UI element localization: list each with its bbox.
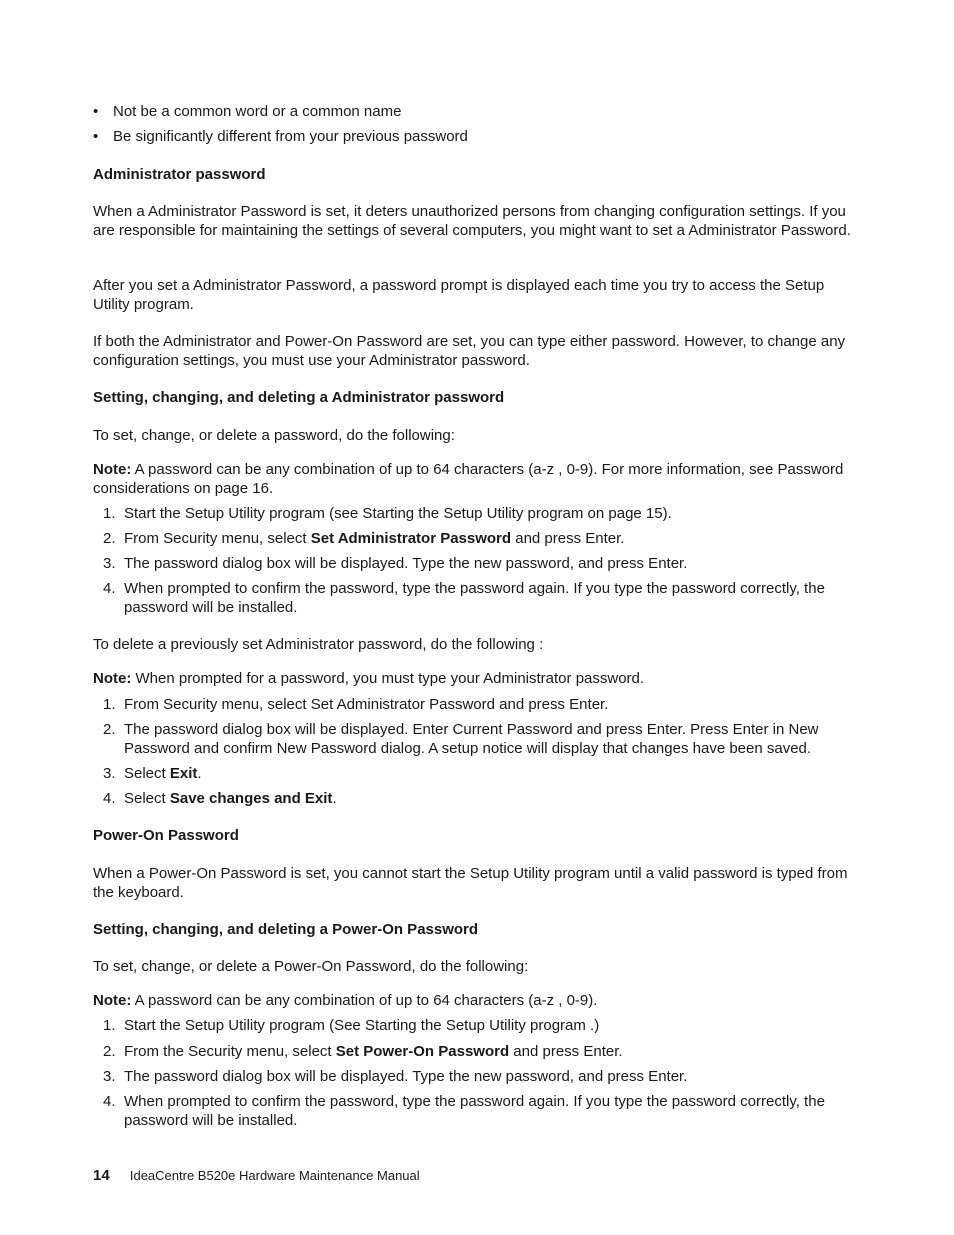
paragraph: To set, change, or delete a Power-On Password, do the following: bbox=[93, 958, 529, 975]
list-number: 4. bbox=[103, 1093, 116, 1110]
bullet-icon: • bbox=[93, 103, 99, 120]
note-label: Note: bbox=[93, 670, 132, 687]
list-text: From the Security menu, select Set Power-On Password and press Enter. bbox=[124, 1043, 623, 1060]
note bbox=[93, 460, 853, 498]
list-text: From Security menu, select Set Administrator Password and press Enter. bbox=[124, 696, 609, 713]
list-text: The password dialog box will be displayed. Enter Current Password and press Enter. Press Enter in New Password and confirm New Password dialog. A setup notice will display that changes have been saved. bbox=[124, 721, 819, 757]
list-text: Start the Setup Utility program (See Starting the Setup Utility program .) bbox=[124, 1017, 600, 1034]
list-text: Select Save changes and Exit. bbox=[124, 790, 337, 807]
manual-title: IdeaCentre B520e Hardware Maintenance Manual bbox=[129, 1168, 420, 1183]
list-number: 3. bbox=[103, 1068, 116, 1085]
list-text: Start the Setup Utility program (see Starting the Setup Utility program on page 15). bbox=[124, 505, 672, 522]
list-number: 2. bbox=[103, 721, 116, 738]
list-number: 1. bbox=[103, 696, 116, 713]
bullet-icon: • bbox=[93, 128, 99, 145]
paragraph: When a Power-On Password is set, you cannot start the Setup Utility program until a valid password is typed from the keyboard. bbox=[93, 865, 848, 901]
paragraph: To set, change, or delete a password, do the following: bbox=[93, 427, 455, 444]
list-number: 4. bbox=[103, 790, 116, 807]
list-text: The password dialog box will be displayed. Type the new password, and press Enter. bbox=[124, 555, 688, 572]
list-number: 2. bbox=[103, 530, 116, 547]
bullet-text: Be significantly different from your previous password bbox=[113, 128, 468, 145]
note-label: Note: bbox=[93, 992, 132, 1009]
list-number: 1. bbox=[103, 505, 116, 522]
list-text: When prompted to confirm the password, type the password again. If you type the password correctly, the password will be installed. bbox=[124, 1093, 825, 1129]
list-text: From Security menu, select Set Administrator Password and press Enter. bbox=[124, 530, 625, 547]
section-heading-set-power-on-password: Setting, changing, and deleting a Power-On Password bbox=[93, 921, 479, 938]
paragraph: If both the Administrator and Power-On Password are set, you can type either password. However, to change any configuration settings, you must use your Administrator password. bbox=[93, 333, 846, 369]
list-text: Select Exit. bbox=[124, 765, 202, 782]
page-number: 14 bbox=[93, 1167, 110, 1184]
note-text: A password can be any combination of up to 64 characters (a-z , 0-9). bbox=[131, 992, 598, 1009]
paragraph: After you set a Administrator Password, a password prompt is displayed each time you try to access the Setup Utility program. bbox=[93, 277, 825, 313]
list-text: The password dialog box will be displayed. Type the new password, and press Enter. bbox=[124, 1068, 688, 1085]
paragraph: To delete a previously set Administrator password, do the following : bbox=[93, 636, 544, 653]
note-text: When prompted for a password, you must type your Administrator password. bbox=[131, 670, 645, 687]
section-heading-set-admin-password: Setting, changing, and deleting a Administrator password bbox=[93, 389, 505, 406]
list-text: When prompted to confirm the password, type the password again. If you type the password correctly, the password will be installed. bbox=[124, 580, 825, 616]
list-number: 3. bbox=[103, 555, 116, 572]
list-number: 4. bbox=[103, 580, 116, 597]
list-number: 3. bbox=[103, 765, 116, 782]
page-footer bbox=[93, 1166, 420, 1185]
note bbox=[93, 991, 853, 1010]
list-number: 1. bbox=[103, 1017, 116, 1034]
section-heading-admin-password: Administrator password bbox=[93, 166, 266, 183]
list-number: 2. bbox=[103, 1043, 116, 1060]
section-heading-power-on-password: Power-On Password bbox=[93, 827, 239, 844]
bullet-text: Not be a common word or a common name bbox=[113, 103, 402, 120]
note-label: Note: bbox=[93, 461, 132, 478]
note-text: A password can be any combination of up to 64 characters (a-z , 0-9). For more information, see Password considerations on page 16. bbox=[93, 461, 844, 497]
note bbox=[93, 669, 853, 688]
paragraph: When a Administrator Password is set, it deters unauthorized persons from changing configuration settings. If you are responsible for maintaining the settings of several computers, you might want to set a Administrator Password. bbox=[93, 203, 851, 239]
